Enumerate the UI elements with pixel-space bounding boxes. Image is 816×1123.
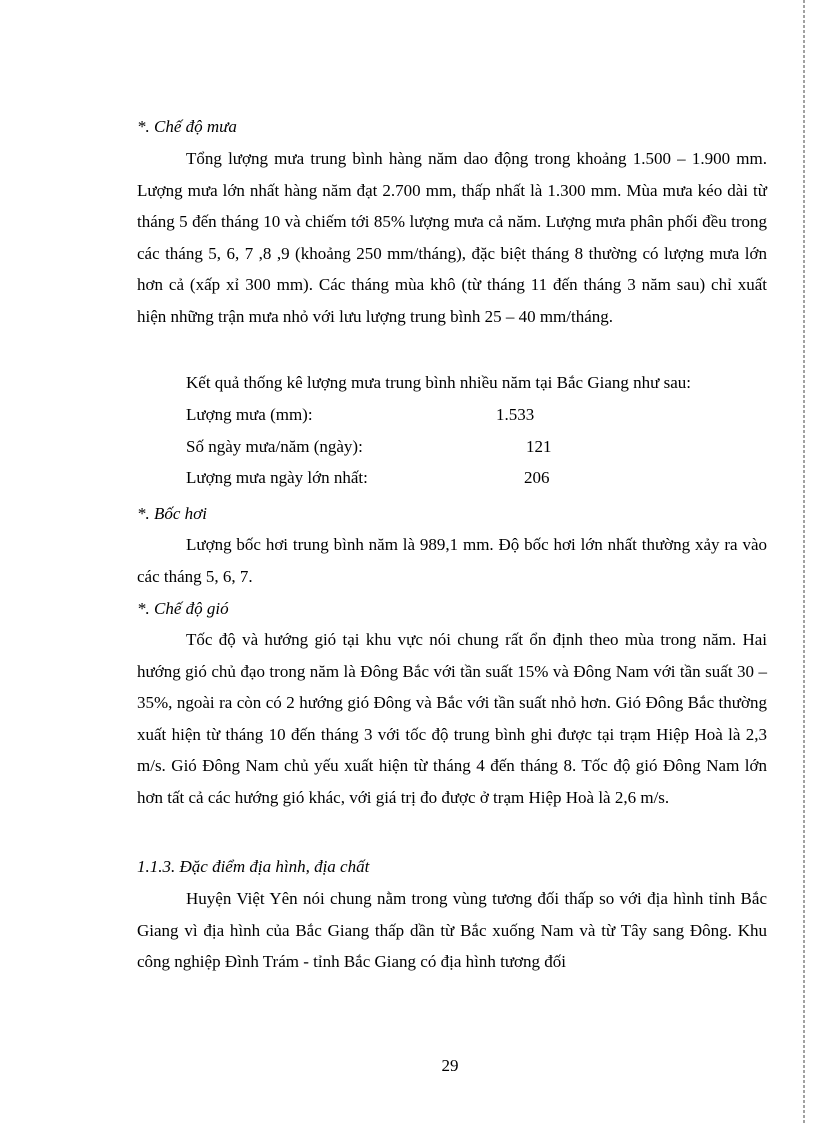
stat-value: 206 [524, 468, 550, 487]
terrain-paragraph: Huyện Việt Yên nói chung nằm trong vùng tương đối thấp so với địa hình tỉnh Bắc Giang vì địa hình của Bắc Giang thấp dần từ Bắc xuống Nam và từ Tây sang Đông. Khu công nghiệp Đình Trám - tỉnh Bắc Giang có địa hình tương đối [137, 889, 767, 971]
rain-stat-row [186, 405, 606, 425]
rain-stat-row [186, 468, 606, 488]
page-border [803, 0, 805, 1123]
stat-value: 121 [526, 437, 552, 456]
terrain-heading: 1.1.3. Đặc điểm địa hình, địa chất [137, 857, 370, 876]
rain-stat-row [186, 437, 606, 457]
stat-label: Lượng mưa ngày lớn nhất: [186, 468, 368, 487]
page-number: 29 [441, 1056, 459, 1075]
rain-heading: *. Chế độ mưa [137, 117, 237, 136]
stat-value: 1.533 [496, 405, 535, 424]
stat-label: Số ngày mưa/năm (ngày): [186, 437, 363, 456]
evaporation-heading: *. Bốc hơi [137, 504, 207, 523]
rain-stats-intro: Kết quả thống kê lượng mưa trung bình nhiều năm tại Bắc Giang như sau: [186, 373, 691, 392]
wind-heading: *. Chế độ gió [137, 599, 229, 618]
rain-paragraph: Tổng lượng mưa trung bình hàng năm dao động trong khoảng 1.500 – 1.900 mm. Lượng mưa lớn nhất hàng năm đạt 2.700 mm, thấp nhất là 1.300 mm. Mùa mưa kéo dài từ tháng 5 đến tháng 10 và chiếm tới 85% lượng mưa cả năm. Lượng mưa phân phối đều trong các tháng 5, 6, 7 ,8 ,9 (khoảng 250 mm/tháng), đặc biệt tháng 8 thường có lượng mưa lớn hơn cả (xấp xỉ 300 mm). Các tháng mùa khô (từ tháng 11 đến tháng 3 năm sau) chỉ xuất hiện những trận mưa nhỏ với lưu lượng trung bình 25 – 40 mm/tháng. [137, 149, 767, 326]
evaporation-paragraph: Lượng bốc hơi trung bình năm là 989,1 mm. Độ bốc hơi lớn nhất thường xảy ra vào các tháng 5, 6, 7. [137, 535, 767, 586]
stat-label: Lượng mưa (mm): [186, 405, 313, 424]
wind-paragraph: Tốc độ và hướng gió tại khu vực nói chung rất ổn định theo mùa trong năm. Hai hướng gió chủ đạo trong năm là Đông Bắc với tần suất 15% và Đông Nam với tần suất 30 – 35%, ngoài ra còn có 2 hướng gió Đông và Bắc với tần suất nhỏ hơn. Gió Đông Bắc thường xuất hiện từ tháng 10 đến tháng 3 với tốc độ trung bình ghi được tại trạm Hiệp Hoà là 2,3 m/s. Gió Đông Nam chủ yếu xuất hiện từ tháng 4 đến tháng 8. Tốc độ gió Đông Nam lớn hơn tất cả các hướng gió khác, với giá trị đo được ở trạm Hiệp Hoà là 2,6 m/s. [137, 630, 767, 807]
